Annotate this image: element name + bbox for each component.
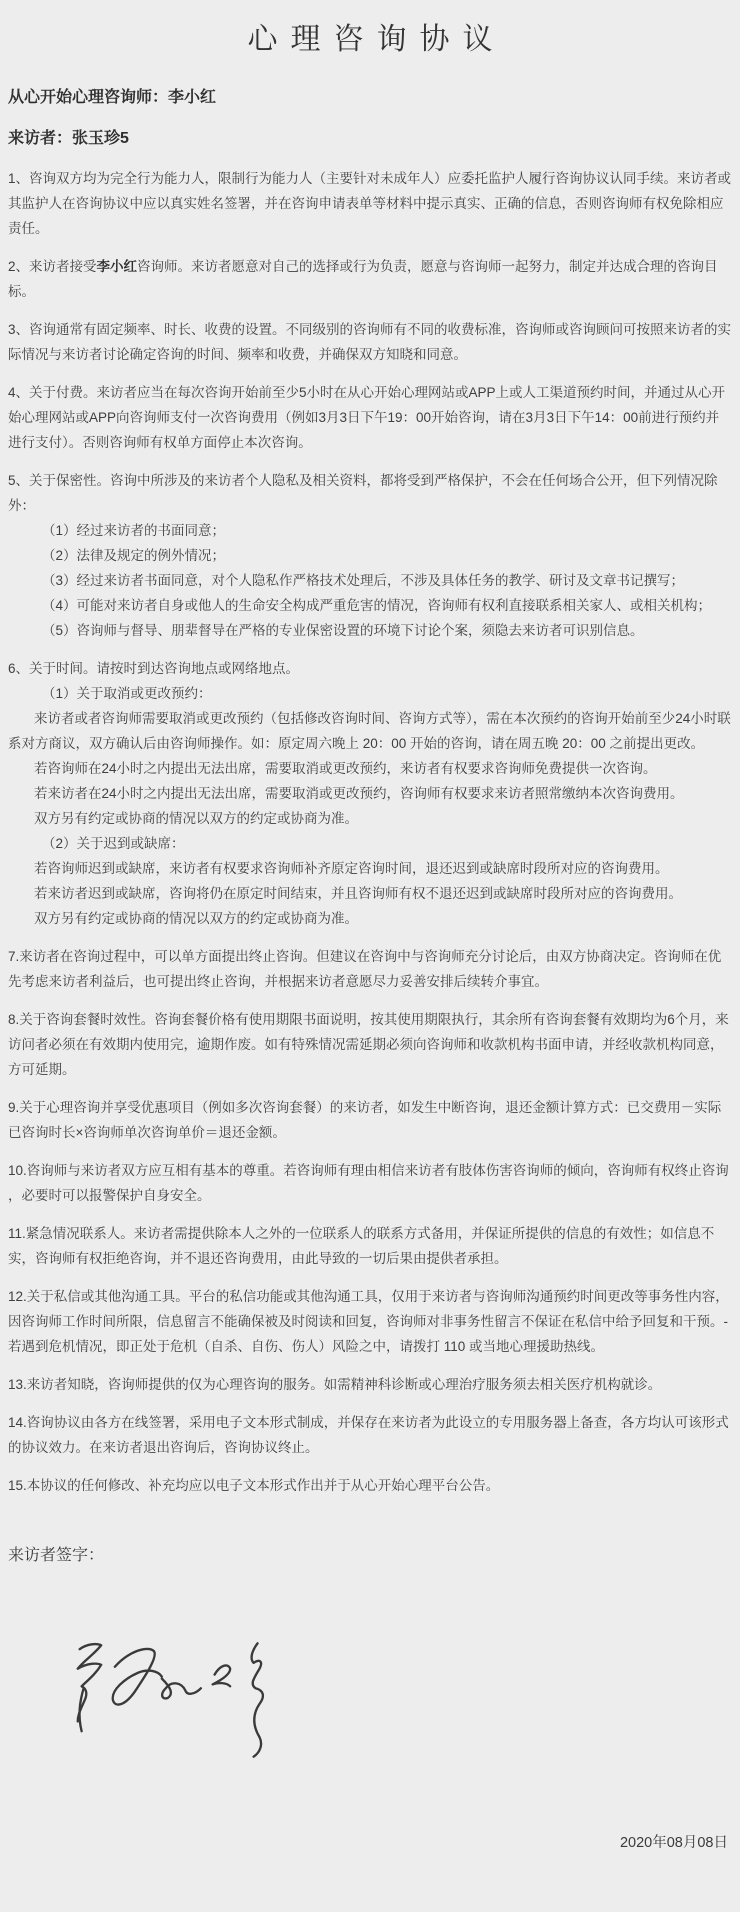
agreement-paragraph: 若咨询师迟到或缺席，来访者有权要求咨询师补齐原定咨询时间，退还迟到或缺席时段所对应的咨询费用。: [34, 861, 669, 876]
visitor-label: 来访者：: [8, 130, 73, 147]
agreement-paragraph: 来访者或者咨询师需要取消或更改预约（包括修改咨询时间、咨询方式等），需在本次预约的咨询开始前至少24小时联系对方商议，双方确认后由咨询师操作。如：原定周六晚上 20：00 开始的咨询，请在周五晚 20：00 之前提出更改。: [8, 711, 731, 751]
agreement-paragraph: （1）关于取消或更改预约：: [42, 686, 212, 701]
agreement-paragraph: 15.本协议的任何修改、补充均应以电子文本形式作出并于从心开始心理平台公告。: [8, 1478, 500, 1493]
counselor-name: 李小红: [168, 89, 217, 106]
agreement-paragraph: 11.紧急情况联系人。来访者需提供除本人之外的一位联系人的联系方式备用，并保证所提供的信息的有效性；如信息不实，咨询师有权拒绝咨询，并不退还咨询费用，由此导致的一切后果由提供者承担。: [8, 1226, 715, 1266]
agreement-paragraph: 8.关于咨询套餐时效性。咨询套餐价格有使用期限书面说明，按其使用期限执行，其余所有咨询套餐有效期均为6个月，来访问者必须在有效期内使用完，逾期作废。如有特殊情况需延期必须向咨询师和收款机构书面申请，并经收款机构同意，方可延期。: [8, 1012, 729, 1077]
agreement-paragraph: 若来访者迟到或缺席，咨询将仍在原定时间结束，并且咨询师有权不退还迟到或缺席时段所对应的咨询费用。: [34, 886, 682, 901]
agreement-paragraph: 1、咨询双方均为完全行为能力人，限制行为能力人（主要针对未成年人）应委托监护人履行咨询协议认同手续。来访者或其监护人在咨询协议中应以真实姓名签署，并在咨询申请表单等材料中提示真实、正确的信息，否则咨询师有权免除相应责任。: [8, 171, 732, 236]
agreement-paragraph: （3）经过来访者书面同意，对个人隐私作严格技术处理后，不涉及具体任务的教学、研讨及文章书记撰写；: [42, 573, 685, 588]
agreement-paragraph: 若来访者在24小时之内提出无法出席，需要取消或更改预约，咨询师有权要求来访者照常缴纳本次咨询费用。: [34, 786, 684, 801]
agreement-paragraph: 2、来访者接受李小红咨询师。来访者愿意对自己的选择或行为负责，愿意与咨询师一起努力，制定并达成合理的咨询目标。: [8, 259, 718, 299]
agreement-paragraph: （2）法律及规定的例外情况；: [42, 548, 226, 563]
agreement-paragraph: 双方另有约定或协商的情况以双方的约定或协商为准。: [34, 811, 358, 826]
visitor-line: [8, 125, 732, 148]
agreement-paragraph: 若咨询师在24小时之内提出无法出席，需要取消或更改预约，来访者有权要求咨询师免费提供一次咨询。: [34, 761, 657, 776]
agreement-paragraph: 5、关于保密性。咨询中所涉及的来访者个人隐私及相关资料，都将受到严格保护，不会在任何场合公开，但下列情况除外：: [8, 473, 718, 513]
agreement-paragraph: 3、咨询通常有固定频率、时长、收费的设置。不同级别的咨询师有不同的收费标准，咨询师或咨询顾问可按照来访者的实际情况与来访者讨论确定咨询的时间、频率和收费，并确保双方知晓和同意。: [8, 322, 732, 362]
agreement-paragraph: 双方另有约定或协商的情况以双方的约定或协商为准。: [34, 911, 358, 926]
agreement-paragraph: 10.咨询师与来访者双方应互相有基本的尊重。若咨询师有理由相信来访者有肢体伤害咨询师的倾向，咨询师有权终止咨询 ，必要时可以报警保护自身安全。: [8, 1163, 729, 1203]
agreement-paragraph: （5）咨询师与督导、朋辈督导在严格的专业保密设置的环境下讨论个案，须隐去来访者可识别信息。: [42, 623, 644, 638]
agreement-paragraph: 14.咨询协议由各方在线签署，采用电子文本形式制成，并保存在来访者为此设立的专用服务器上备查，各方均认可该形式的协议效力。在来访者退出咨询后，咨询协议终止。: [8, 1415, 729, 1455]
agreement-paragraph: 7.来访者在咨询过程中，可以单方面提出终止咨询。但建议在咨询中与咨询师充分讨论后，由双方协商决定。咨询师在优先考虑来访者利益后，也可提出终止咨询，并根据来访者意愿尽力妥善安排后续转介事宜。: [8, 949, 722, 989]
agreement-paragraph: （2）关于迟到或缺席：: [42, 836, 185, 851]
visitor-signature: [66, 1631, 281, 1769]
agreement-paragraph: 4、关于付费。来访者应当在每次咨询开始前至少5小时在从心开始心理网站或APP上或人工渠道预约时间，并通过从心开始心理网站或APP向咨询师支付一次咨询费用（例如3月3日下午19：00开始咨询，请在3月3日下午14：00前进行预约并进行支付）。否则咨询师有权单方面停止本次咨询。: [8, 385, 726, 450]
agreement-body: [8, 166, 732, 1498]
counselor-label: 从心开始心理咨询师：: [8, 89, 169, 106]
page-title: 心理咨询协议: [247, 23, 506, 56]
agreement-paragraph: 13.来访者知晓，咨询师提供的仅为心理咨询的服务。如需精神科诊断或心理治疗服务须去相关医疗机构就诊。: [8, 1377, 662, 1392]
agreement-date: 2020年08月08日: [619, 1835, 728, 1851]
agreement-paragraph: 9.关于心理咨询并享受优惠项目（例如多次咨询套餐）的来访者，如发生中断咨询，退还金额计算方式：已交费用－实际已咨询时长×咨询师单次咨询单价＝退还金额。: [8, 1100, 722, 1140]
agreement-paragraph: （1）经过来访者的书面同意；: [42, 523, 226, 538]
counselor-line: [8, 84, 732, 107]
signature-label: 来访者签字：: [8, 1547, 105, 1564]
agreement-paragraph: 12.关于私信或其他沟通工具。平台的私信功能或其他沟通工具，仅用于来访者与咨询师沟通预约时间更改等事务性内容，因咨询师工作时间所限，信息留言不能确保被及时阅读和回复，咨询师对非事务性留言不保证在私信中给予回复和干预。- 若遇到危机情况，即正处于危机（自杀、自伤、伤人）风险之中，请拨打 110 或当地心理援助热线。: [8, 1289, 729, 1354]
agreement-paragraph: 6、关于时间。请按时到达咨询地点或网络地点。: [8, 661, 300, 676]
visitor-name: 张玉珍5: [72, 130, 129, 147]
agreement-paragraph: （4）可能对来访者自身或他人的生命安全构成严重危害的情况，咨询师有权利直接联系相关家人、或相关机构；: [42, 598, 712, 613]
signature-ink-icon: [66, 1631, 281, 1769]
